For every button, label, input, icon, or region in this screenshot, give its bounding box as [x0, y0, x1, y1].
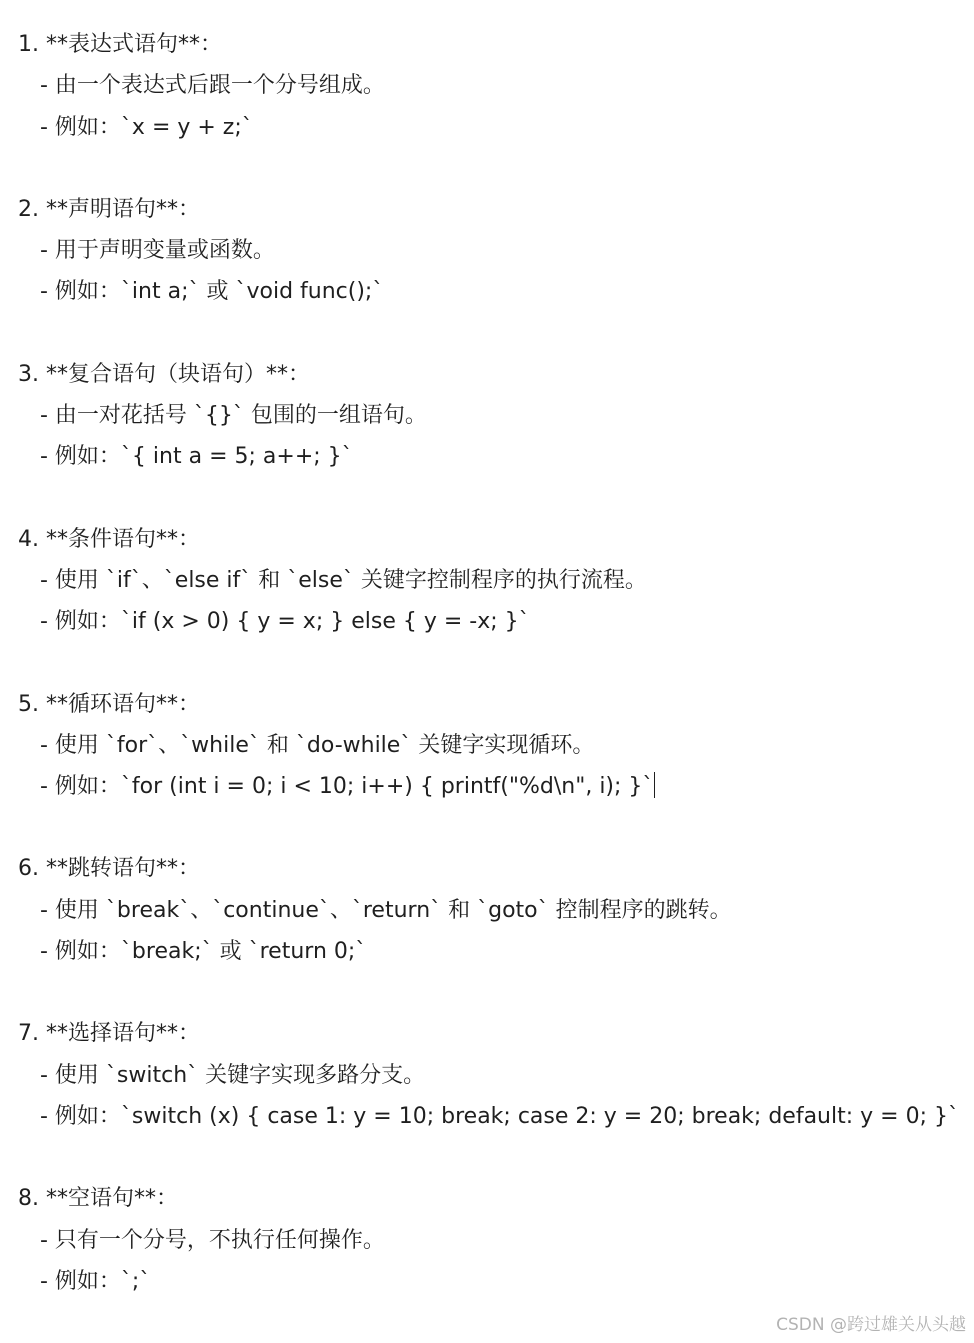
section-heading: 7. **选择语句**： [18, 1021, 200, 1047]
section-heading: 6. **跳转语句**： [18, 856, 200, 882]
section-heading: 4. **条件语句**： [18, 526, 200, 552]
section-description: - 使用 `break`、`continue`、`return` 和 `goto` 控制程序的跳转。 [40, 897, 732, 923]
section-example: - 例如：`break;` 或 `return 0;` [40, 939, 367, 965]
section-loop-statement [18, 684, 968, 808]
section-description: - 使用 `if`、`else if` 和 `else` 关键字控制程序的执行流程。 [40, 567, 647, 593]
section-description: - 由一个表达式后跟一个分号组成。 [40, 73, 385, 99]
section-description: - 使用 `switch` 关键字实现多路分支。 [40, 1062, 426, 1088]
section-selection-statement [18, 1013, 968, 1137]
section-example: - 例如：`{ int a = 5; a++; }` [40, 444, 353, 470]
section-description: - 只有一个分号，不执行任何操作。 [40, 1227, 385, 1253]
text-cursor [654, 772, 655, 798]
section-description: - 使用 `for`、`while` 和 `do-while` 关键字实现循环。 [40, 732, 595, 758]
section-description: - 用于声明变量或函数。 [40, 238, 275, 264]
section-heading: 8. **空语句**： [18, 1186, 178, 1212]
section-heading: 3. **复合语句（块语句）**： [18, 361, 310, 387]
section-declaration-statement [18, 189, 968, 313]
section-example: - 例如：`if (x > 0) { y = x; } else { y = -x; }` [40, 609, 530, 635]
section-example: - 例如：`int a;` 或 `void func();` [40, 279, 384, 305]
statement-types-list [18, 24, 968, 1343]
section-example: - 例如：`switch (x) { case 1: y = 10; break; case 2: y = 20; break; default: y = 0; }` [40, 1103, 959, 1129]
section-heading: 2. **声明语句**： [18, 196, 200, 222]
section-expression-statement [18, 24, 968, 148]
section-jump-statement [18, 848, 968, 972]
section-example-with-caret[interactable] [18, 766, 968, 807]
section-empty-statement [18, 1178, 968, 1302]
section-heading: 1. **表达式语句**： [18, 32, 222, 57]
section-heading: 5. **循环语句**： [18, 691, 200, 717]
watermark: CSDN @跨过雄关从头越 [776, 1315, 966, 1335]
section-example: - 例如：`;` [40, 1268, 151, 1294]
section-example: - 例如：`x = y + z;` [40, 114, 253, 140]
section-description: - 由一对花括号 `{}` 包围的一组语句。 [40, 403, 427, 429]
section-compound-statement [18, 354, 968, 478]
section-example: - 例如：`for (int i = 0; i < 10; i++) { printf("%d\n", i); }` [40, 774, 654, 800]
section-conditional-statement [18, 519, 968, 643]
